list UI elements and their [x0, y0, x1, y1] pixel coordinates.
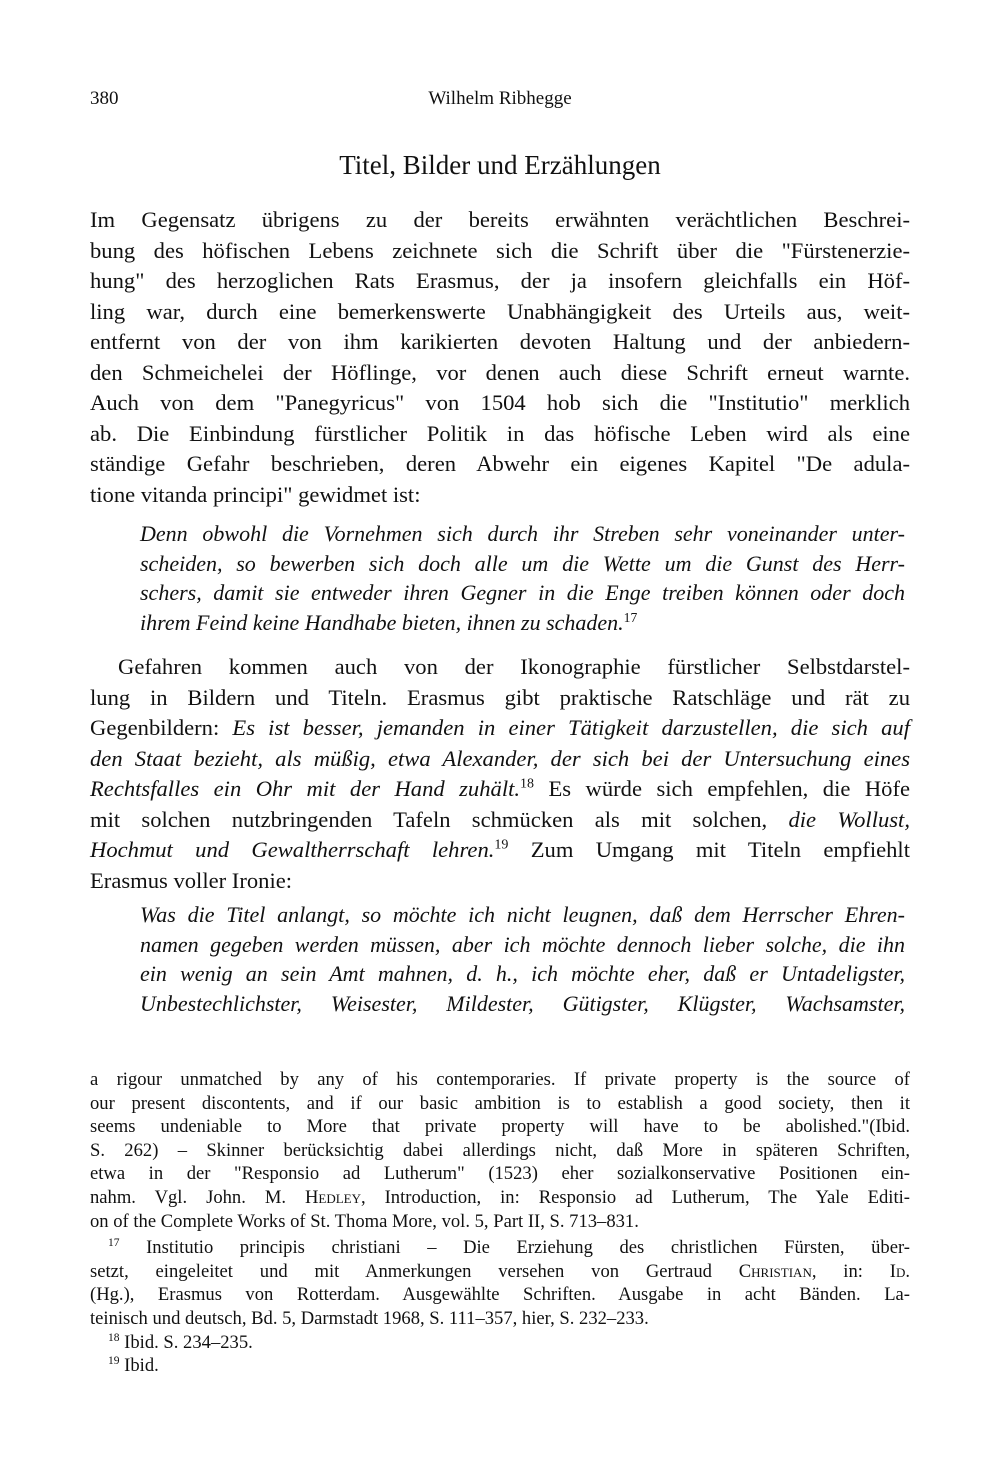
text-line: ständige Gefahr beschrieben, deren Abwehr ein eigenes Kapitel "De adula- [90, 451, 910, 476]
text-line: bung des höfischen Lebens zeichnete sich die Schrift über die "Fürstenerzie- [90, 237, 910, 263]
page-number: 380 [90, 88, 119, 109]
quote-line: namen gegeben werden müssen, aber ich möchte dennoch lieber solche, die ihn [140, 931, 905, 957]
quote-text: ihrem Feind keine Handhabe bieten, ihnen zu schaden. [140, 609, 624, 635]
paragraph-1 [90, 205, 910, 510]
quote-line [140, 608, 905, 638]
footnote-19 [90, 1354, 910, 1378]
text-run: mit solchen nutzbringenden Tafeln schmücken als mit solchen, [90, 806, 789, 832]
footnote-number: 17 [108, 1237, 120, 1250]
text-run: , Introduction, in: Responsio ad Lutherum, The Yale Editi- [361, 1186, 910, 1208]
text-line: ling war, durch eine bemerkenswerte Unabhängigkeit des Urteils aus, weit- [90, 298, 910, 324]
text-run: nahm. Vgl. John. M. [90, 1186, 305, 1208]
quote-line: Was die Titel anlangt, so möchte ich nicht leugnen, daß dem Herrscher Ehren- [140, 902, 905, 927]
footnote-line [90, 1331, 910, 1355]
footnote-line [90, 1186, 910, 1210]
inline-quote: den Staat bezieht, als müßig, etwa Alexander, der sich bei der Untersuchung eines [90, 745, 910, 771]
text-run: Zum Umgang mit Titeln empfiehlt [508, 837, 910, 862]
footnote-line: seems undeniable to More that private property will have to be abolished."(Ibid. [90, 1116, 910, 1138]
footnote-number: 19 [108, 1355, 120, 1368]
text-run: Gegenbildern: [90, 715, 233, 740]
footnote-line [90, 1236, 910, 1260]
block-quote-2 [140, 900, 905, 1018]
text-line: Erasmus voller Ironie: [90, 867, 293, 893]
text-run: Ibid. [124, 1355, 159, 1377]
footnote-line: teinisch und deutsch, Bd. 5, Darmstadt 1968, S. 111–357, hier, S. 232–233. [90, 1307, 649, 1329]
author-name: Christian [738, 1260, 812, 1282]
inline-quote: Es ist besser, jemanden in einer Tätigkeit darzustellen, die sich auf [232, 715, 910, 740]
footnote-line [90, 1260, 910, 1284]
editor-abbrev: Id [889, 1260, 906, 1282]
quote-line: Denn obwohl die Vornehmen sich durch ihr Streben sehr voneinander unter- [140, 521, 905, 546]
text-line: hung" des herzoglichen Rats Erasmus, der ja insofern gleichfalls ein Höf- [90, 268, 910, 293]
text-run: Es würde sich empfehlen, die Höfe [534, 776, 911, 801]
section-title: Titel, Bilder und Erzählungen [339, 150, 661, 180]
footnote-ref-17: 17 [623, 609, 638, 625]
text-line [90, 835, 910, 866]
text-line [90, 713, 910, 744]
text-line: Gefahren kommen auch von der Ikonographie fürstlicher Selbstdarstel- [118, 654, 910, 679]
footnote-number: 18 [108, 1331, 120, 1344]
text-line [90, 744, 910, 775]
block-quote-1 [140, 519, 905, 637]
quote-line: scheiden, so bewerben sich doch alle um die Wette um die Gunst des Herr- [140, 550, 905, 576]
text-line: den Schmeichelei der Höflinge, vor denen auch diese Schrift erneut warnte. [90, 359, 910, 385]
footnote-ref-19: 19 [494, 837, 509, 853]
footnote-line [90, 1354, 910, 1378]
quote-line: Unbestechlichster, Weisester, Mildester, Gütigster, Klügster, Wachsamster, [140, 990, 905, 1016]
footnote-ref-18: 18 [520, 776, 535, 792]
footnote-17 [90, 1236, 910, 1330]
text-run: setzt, eingeleitet und mit Anmerkungen versehen von Gertraud [90, 1260, 739, 1282]
footnote-18 [90, 1331, 910, 1355]
text-line: lung in Bildern und Titeln. Erasmus gibt praktische Ratschläge und rät zu [90, 684, 910, 710]
text-run: Institutio principis christiani – Die Erziehung des christlichen Fürsten, über- [146, 1237, 910, 1259]
author-name: Hedley [304, 1186, 361, 1208]
text-line [90, 774, 910, 805]
quote-line: ein wenig an sein Amt mahnen, d. h., ich möchte eher, daß er Untadeligster, [140, 961, 905, 986]
footnote-line: on of the Complete Works of St. Thoma More, vol. 5, Part II, S. 713–831. [90, 1210, 639, 1232]
text-line: entfernt von der von ihm karikierten devoten Haltung und der anbiedern- [90, 329, 910, 354]
inline-quote: Hochmut und Gewaltherrschaft lehren. [90, 837, 495, 862]
text-line: Im Gegensatz übrigens zu der bereits erwähnten verächtlichen Beschrei- [90, 207, 910, 232]
page-header [90, 88, 910, 118]
footnote-line: etwa in der "Responsio ad Lutherum" (1523) eher sozialkonservative Positionen ein- [90, 1163, 910, 1185]
inline-quote: die Wollust, [788, 806, 910, 832]
text-line: Auch von dem "Panegyricus" von 1504 hob sich die "Institutio" merklich [90, 390, 910, 415]
footnote-line: our present discontents, and if our basic ambition is to establish a good society, then it [90, 1092, 910, 1114]
text-line [90, 805, 910, 836]
footnote-line: (Hg.), Erasmus von Rotterdam. Ausgewählte Schriften. Ausgabe in acht Bänden. La- [90, 1284, 910, 1306]
footnote-line: a rigour unmatched by any of his contemporaries. If private property is the source of [90, 1069, 910, 1090]
text-run: Ibid. S. 234–235. [124, 1331, 253, 1353]
inline-quote: Rechtsfalles ein Ohr mit der Hand zuhält. [90, 776, 521, 801]
text-line: ab. Die Einbindung fürstlicher Politik in das höfische Leben wird als eine [90, 420, 910, 446]
text-run: . [905, 1260, 911, 1282]
text-run: , in: [811, 1260, 890, 1282]
paragraph-2 [90, 652, 910, 896]
footnotes [90, 1068, 910, 1378]
quote-line: schers, damit sie entweder ihren Gegner in die Enge treiben können oder doch [140, 580, 905, 605]
text-line: tione vitanda principi" gewidmet ist: [90, 481, 421, 507]
running-head: Wilhelm Ribhegge [428, 88, 572, 109]
footnote-line: S. 262) – Skinner berücksichtig dabei allerdings nicht, daß More in späteren Schriften, [90, 1139, 910, 1161]
